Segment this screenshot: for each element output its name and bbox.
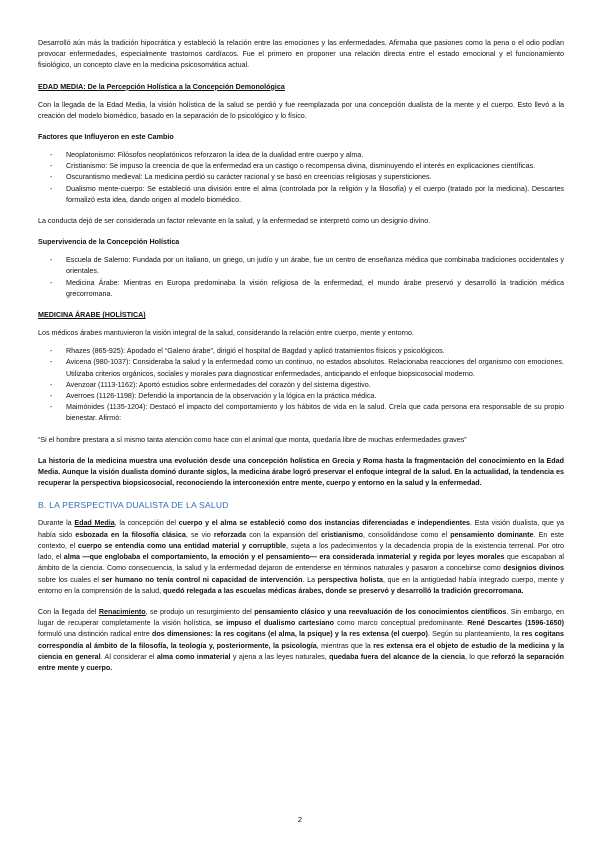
document-page xyxy=(38,38,564,674)
heading-medicina-arabe: MEDICINA ÁRABE (HOLÍSTICA) xyxy=(38,311,146,320)
text-run: pensamiento dominante xyxy=(450,530,534,539)
text-run: cristianismo xyxy=(320,530,364,539)
text-run: perspectiva holista xyxy=(317,575,383,584)
text-run: pensamiento clásico y una reevaluación de los conocimientos científicos xyxy=(254,607,507,616)
page-number: 2 xyxy=(297,815,303,824)
summary-paragraph: La historia de la medicina muestra una evolución desde una concepción holística en Grecia y Roma hasta la fragmentación del conocimiento en la Edad Media. Aunque la visión dualista dominó durante siglos, la medicina árabe logró preservar el enfoque integral de la salud. En la actualidad, la tendencia es recuperar la perspectiva biopsicosocial, reconociendo la interconexión entre mente, cuerpo y entorno en la salud y la enfermedad. xyxy=(38,456,564,488)
text-run: . Esta visión dualista, que ya había sido xyxy=(38,519,565,539)
text-run: . Según su planteamiento, la xyxy=(427,630,522,639)
text-run: . Sin embargo, en lugar de recuperar completamente la visión holística, xyxy=(38,607,565,628)
text-run: . La xyxy=(302,575,318,584)
heading-supervivencia: Supervivencia de la Concepción Holística xyxy=(38,238,180,247)
text-run: , sujeta a los padecimientos y la decadencia propia de la existencia terrenal. Por otro lado, el xyxy=(38,541,564,562)
list-item: - Escuela de Salerno: Fundada por un italiano, un griego, un judío y un árabe, fue un centro de enseñanza médica que combinaba tradiciones occidentales y orientales. xyxy=(38,255,564,277)
maimonides-quote: “Si el hombre prestara a sí mismo tanta atención como hace con el animal que monta, quedaría libre de muchas enfermedades graves” xyxy=(38,435,467,444)
text-run: se impuso el dualismo cartesiano xyxy=(215,619,335,628)
intro-paragraph: Desarrolló aún más la tradición hipocrática y estableció la relación entre las emociones y las enfermedades. Afirmaba que pasiones como la pena o el odio podían provocar enfermedades, especialmente trastornos cardíacos. Fue el primero en proponer una relación directa entre el estado emocional y el funcionamiento fisiológico, un concepto clave en la medicina psicosomática actual. xyxy=(38,39,564,70)
list-item: - Averroes (1126-1198): Defendió la importancia de la observación y la lógica en la práctica médica. xyxy=(38,391,564,402)
supervivencia-list xyxy=(38,255,564,300)
factores-list xyxy=(38,150,564,206)
text-run: quedaba fuera del alcance de la ciencia xyxy=(329,652,465,661)
list-item: - Avenzoar (1113-1162): Aportó estudios sobre enfermedades del corazón y del sistema digestivo. xyxy=(38,380,564,391)
text-run: cuerpo y el alma se estableció como dos instancias diferenciadas e independientes xyxy=(178,519,471,528)
edad-media-paragraph: Con la llegada de la Edad Media, la visión holística de la salud se perdió y fue reemplazada por una concepción dualista de la mente y el cuerpo. Esto llevó a la creación del modelo biomédico, basado en la separación de lo psicológico y lo físico. xyxy=(38,100,564,120)
text-run: René Descartes (1596-1650) xyxy=(467,619,564,628)
list-item: - Cristianismo: Se impuso la creencia de que la enfermedad era un castigo o recompensa divina, disminuyendo el interés en explicaciones científicas. xyxy=(38,161,564,172)
text-run: reforzó la separación entre mente y cuerpo. xyxy=(38,652,564,672)
text-run: ser humano no tenía control ni capacidad de intervención xyxy=(101,575,303,584)
text-run: . Al considerar el xyxy=(100,652,157,661)
text-run: sobre los cuales el xyxy=(38,575,102,584)
text-run: cuerpo se entendía como una entidad material y corruptible xyxy=(77,541,287,550)
text-run: . En este contexto, el xyxy=(38,530,564,550)
text-run: como marco conceptual predominante. xyxy=(334,619,468,628)
list-item: - Rhazes (865-925): Apodado el “Galeno árabe”, dirigió el hospital de Bagdad y aplicó tratamientos físicos y psicológicos. xyxy=(38,346,564,357)
text-run: quedó relegada a las escuelas médicas árabes, donde se preservó y desarrolló la tradición grecorromana. xyxy=(163,586,524,595)
text-run: , que en la antigüedad había integrado cuerpo, mente y entorno en la comprensión de la salud, xyxy=(38,575,564,595)
text-run: Durante la xyxy=(38,519,75,528)
text-run: , mientras que la xyxy=(316,641,374,650)
text-run: Edad Media xyxy=(74,519,115,528)
text-run: Con la llegada del xyxy=(38,607,99,616)
text-run: , se vio xyxy=(185,530,214,539)
text-run: alma como inmaterial xyxy=(156,652,231,661)
text-run: designios divinos xyxy=(503,564,564,573)
text-run: , se produjo un resurgimiento del xyxy=(145,607,255,616)
text-run: alma —que englobaba el comportamiento, la emoción y el pensamiento— era considerada inmaterial y regida por leyes morales xyxy=(63,553,505,562)
heading-edad-media: EDAD MEDIA: De la Percepción Holística a la Concepción Demonológica xyxy=(38,82,285,91)
text-run: res cogitans correspondía al ámbito de la filosofía, la teología y, posteriormente, la psicología xyxy=(38,630,564,650)
list-item: - Oscurantismo medieval: La medicina perdió su carácter racional y se basó en creencias religiosas y supersticiones. xyxy=(38,172,564,183)
dualista-paragraph xyxy=(38,518,564,596)
arabe-paragraph: Los médicos árabes mantuvieron la visión integral de la salud, considerando la relación entre cuerpo, mente y entorno. xyxy=(38,329,414,338)
text-run: res extensa era el objeto de estudio de la medicina y la ciencia en general xyxy=(38,641,564,661)
text-run: dos dimensiones: la res cogitans (el alma, la psique) y la res extensa (el cuerpo) xyxy=(152,630,428,639)
heading-factores: Factores que Influyeron en este Cambio xyxy=(38,133,174,142)
renacimiento-paragraph xyxy=(38,607,564,674)
text-run: formuló una distinción radical entre xyxy=(38,630,153,639)
text-run: reforzada xyxy=(213,530,247,539)
list-item: - Medicina Árabe: Mientras en Europa predominaba la visión religiosa de la enfermedad, el mundo árabe preservó y desarrolló la tradición médica grecorromana. xyxy=(38,278,564,300)
list-item: - Avicena (980-1037): Consideraba la salud y la enfermedad como un continuo, no estados absolutos. Relacionaba reacciones del organismo con emociones. Utilizaba criterios orgánicos, sociales y morales para diagnosticar enfermedades, anticipando el enfoque biopsicosocial moderno. xyxy=(38,357,564,379)
text-run: , la concepción del xyxy=(114,519,179,528)
medicos-arabes-list xyxy=(38,346,564,424)
list-item: - Neoplatonismo: Filósofos neoplatónicos reforzaron la idea de la dualidad entre cuerpo y alma. xyxy=(38,150,564,161)
list-item: - Dualismo mente-cuerpo: Se estableció una división entre el alma (controlada por la religión y la filosofía) y el cuerpo (tratado por la medicina). Descartes formalizó esta idea, dando origen al modelo biomédico. xyxy=(38,184,564,206)
section-b-title: B. LA PERSPECTIVA DUALISTA DE LA SALUD xyxy=(38,500,229,511)
text-run: que escapaban al ámbito de la ciencia. Como consecuencia, la salud y la enfermedad dejaron de entenderse en términos naturales y pasaron a concebirse como xyxy=(38,553,564,573)
text-run: y ajena a las leyes naturales, xyxy=(230,652,330,661)
text-run: Renacimiento xyxy=(98,607,146,616)
text-run: , lo que xyxy=(464,652,492,661)
text-run: esbozada en la filosofía clásica xyxy=(75,530,186,539)
text-run: , consolidándose como el xyxy=(363,530,451,539)
text-run: con la expansión del xyxy=(246,530,321,539)
list-item: - Maimónides (1135-1204): Destacó el impacto del comportamiento y los hábitos de vida en la salud. Creía que cada persona era responsable de su propio bienestar. Afirmó: xyxy=(38,402,564,424)
conducta-paragraph: La conducta dejó de ser considerada un factor relevante en la salud, y la enfermedad se interpretó como un designio divino. xyxy=(38,217,431,226)
